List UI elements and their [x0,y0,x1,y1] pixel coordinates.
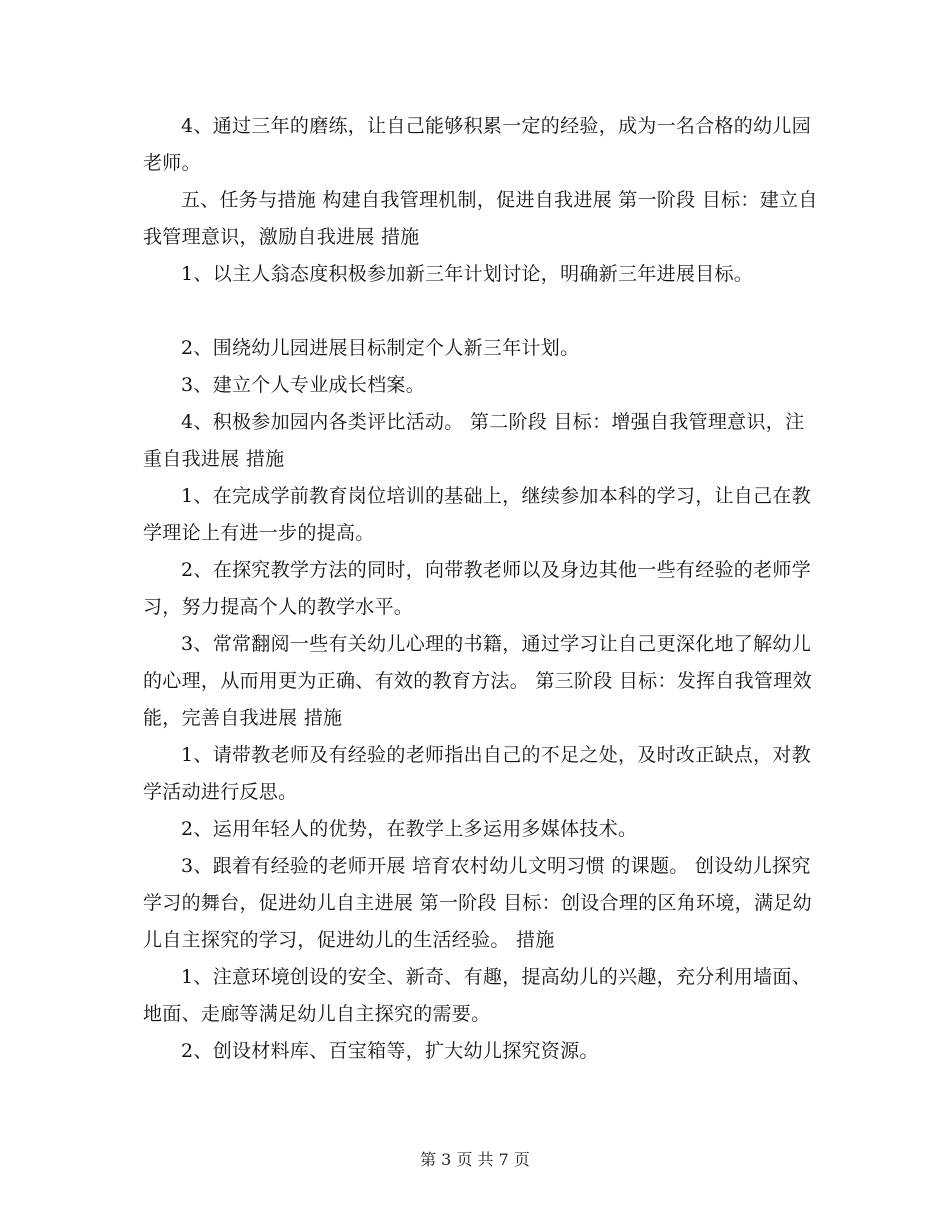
paragraph-9: 2、在探究教学方法的同时，向带教老师以及身边其他一些有经验的老师学习，努力提高个人的教学水平。 [143,559,811,618]
paragraph-11: 1、请带教老师及有经验的老师指出自己的不足之处，及时改正缺点，对教学活动进行反思。 [143,744,811,803]
paragraph-10: 3、常常翻阅一些有关幼儿心理的书籍，通过学习让自己更深化地了解幼儿的心理，从而用更为正确、有效的教育方法。 第三阶段 目标：发挥自我管理效能，完善自我进展 措施 [143,633,812,729]
paragraph-7: 4、积极参加园内各类评比活动。 第二阶段 目标：增强自我管理意识，注重自我进展 措施 [143,411,805,470]
blank-line [143,293,823,330]
paragraph-15: 2、创设材料库、百宝箱等，扩大幼儿探究资源。 [181,1040,599,1062]
paragraph-5: 2、围绕幼儿园进展目标制定个人新三年计划。 [181,337,580,359]
paragraph-6: 3、建立个人专业成长档案。 [181,374,425,396]
paragraph-2: 五、任务与措施 构建自我管理机制，促进自我进展 第一阶段 目标：建立自我管理意识，激励自我进展 措施 [143,189,818,248]
paragraph-14: 1、注意环境创设的安全、新奇、有趣，提高幼儿的兴趣，充分利用墙面、地面、走廊等满足幼儿自主探究的需要。 [143,966,811,1025]
paragraph-1: 4、通过三年的磨练，让自己能够积累一定的经验，成为一名合格的幼儿园老师。 [143,115,811,174]
paragraph-3: 1、以主人翁态度积极参加新三年计划讨论，明确新三年进展目标。 [181,263,754,285]
page-number-footer: 第 3 页 共 7 页 [420,1150,530,1169]
paragraph-8: 1、在完成学前教育岗位培训的基础上，继续参加本科的学习，让自己在教学理论上有进一步的提高。 [143,485,811,544]
paragraph-12: 2、运用年轻人的优势，在教学上多运用多媒体技术。 [181,818,638,840]
document-body [143,108,823,1070]
paragraph-13: 3、跟着有经验的老师开展 培育农村幼儿文明习惯 的课题。 创设幼儿探究学习的舞台，促进幼儿自主进展 第一阶段 目标：创设合理的区角环境，满足幼儿自主探究的学习，促进幼儿的生活经验。 措施 [143,855,812,951]
